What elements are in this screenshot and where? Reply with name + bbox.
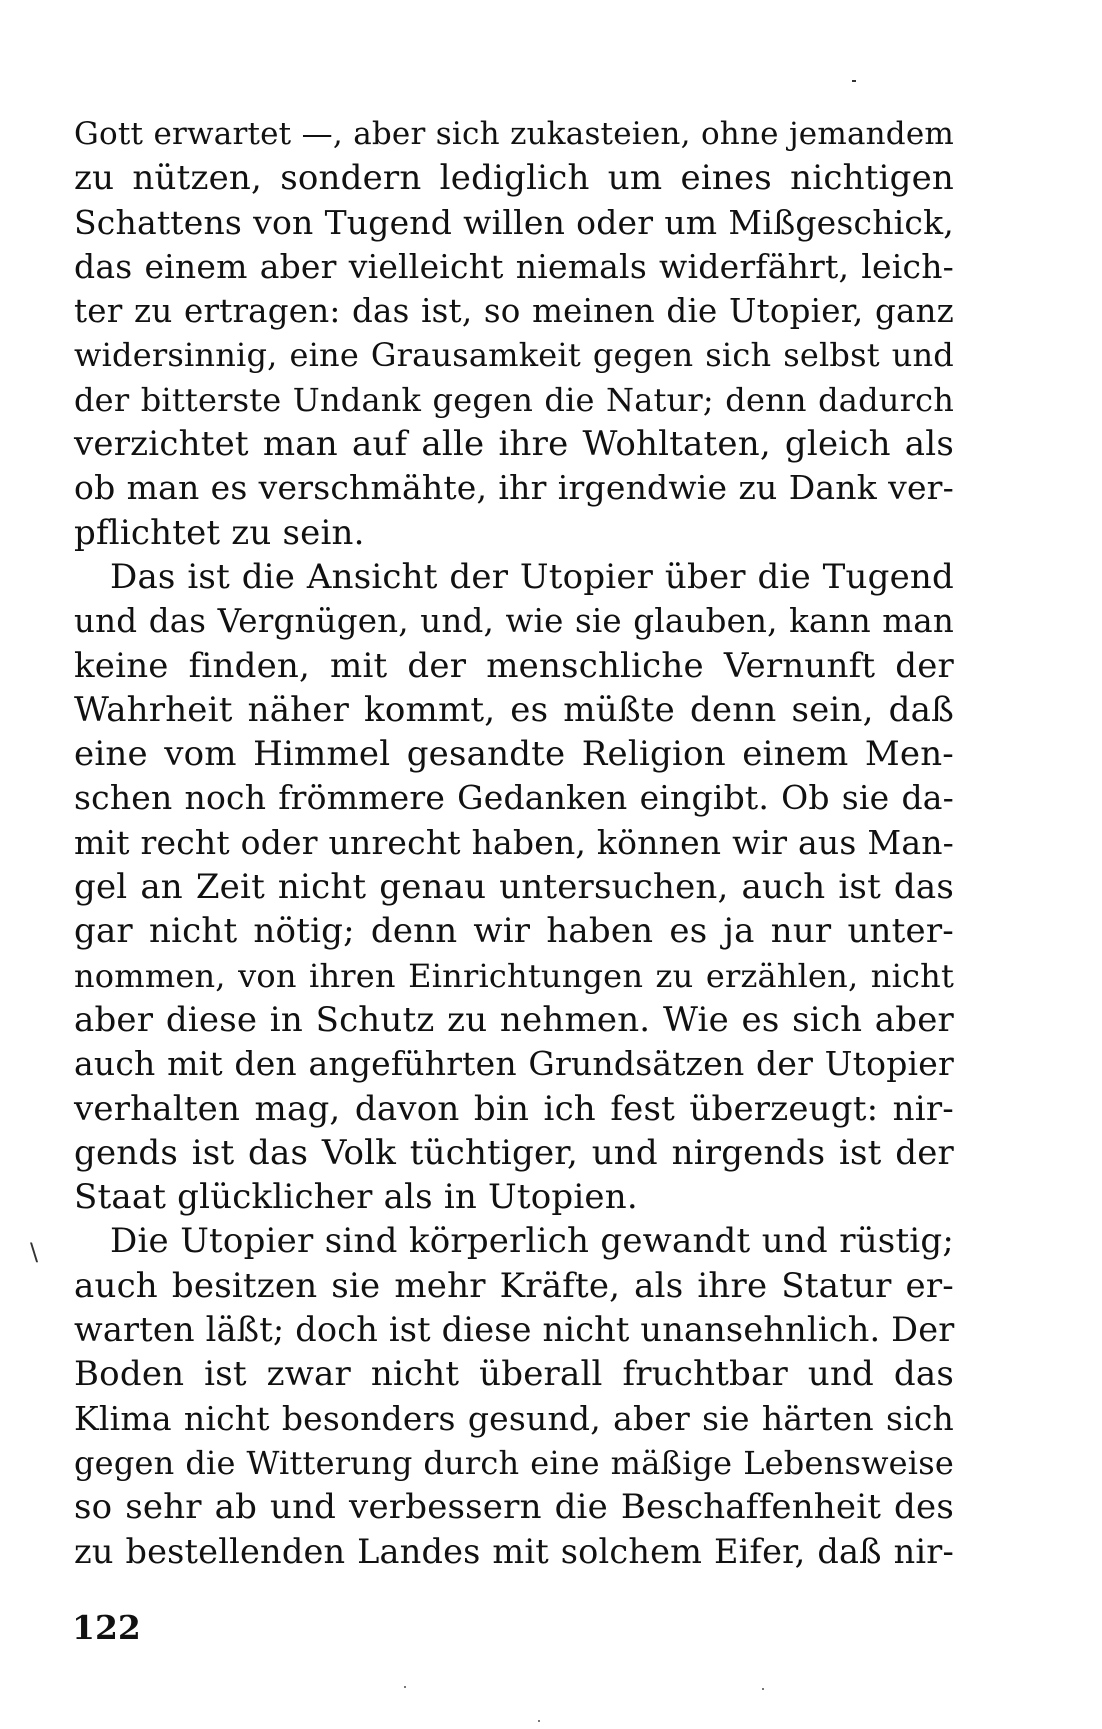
- text-line: zu nützen, sondern lediglich um eines nichtigen: [74, 158, 954, 199]
- margin-mark: \: [30, 1238, 39, 1266]
- text-line: Das ist die Ansicht der Utopier über die Tugend: [110, 556, 954, 597]
- text-line: verzichtet man auf alle ihre Wohltaten, gleich als: [74, 424, 954, 465]
- page-number: 122: [72, 1608, 141, 1647]
- text-line: pflichtet zu sein.: [74, 512, 365, 553]
- text-line: ob man es verschmähte, ihr irgendwie zu Dank ver-: [74, 468, 954, 508]
- text-line: Wahrheit näher kommt, es müßte denn sein, daß: [74, 689, 954, 730]
- text-line: gends ist das Volk tüchtiger, und nirgends ist der: [74, 1132, 954, 1173]
- scan-speck: [852, 80, 856, 82]
- text-line: Boden ist zwar nicht überall fruchtbar und das: [74, 1354, 954, 1395]
- text-line: das einem aber vielleicht niemals widerfährt, leich-: [74, 246, 954, 286]
- text-line: mit recht oder unrecht haben, können wir aus Man-: [74, 822, 954, 862]
- text-line: auch mit den angeführten Grundsätzen der Utopier: [74, 1044, 954, 1084]
- text-line: nommen, von ihren Einrichtungen zu erzählen, nicht: [74, 956, 954, 995]
- text-line: auch besitzen sie mehr Kräfte, als ihre Statur er-: [74, 1265, 954, 1306]
- text-line: gegen die Witterung durch eine mäßige Lebensweise: [74, 1443, 954, 1482]
- text-line: Gott erwartet —, aber sich zukasteien, ohne jemandem: [74, 116, 954, 152]
- text-line: Klima nicht besonders gesund, aber sie härten sich: [74, 1398, 954, 1438]
- text-line: der bitterste Undank gegen die Natur; denn dadurch: [74, 380, 954, 419]
- text-line: Die Utopier sind körperlich gewandt und rüstig;: [110, 1221, 954, 1262]
- text-line: gar nicht nötig; denn wir haben es ja nur unter-: [74, 911, 954, 952]
- scan-speck: [762, 1688, 764, 1690]
- text-line: Schattens von Tugend willen oder um Mißgeschick,: [74, 202, 954, 242]
- scan-speck: [404, 1686, 406, 1688]
- text-line: keine finden, mit der menschliche Vernunft der: [74, 645, 954, 686]
- text-line: so sehr ab und verbessern die Beschaffenheit des: [74, 1487, 954, 1528]
- text-line: warten läßt; doch ist diese nicht unansehnlich. Der: [74, 1310, 955, 1350]
- text-line: aber diese in Schutz zu nehmen. Wie es sich aber: [74, 999, 954, 1040]
- text-line: ter zu ertragen: das ist, so meinen die Utopier, ganz: [74, 292, 954, 331]
- text-line: Staat glücklicher als in Utopien.: [74, 1177, 638, 1218]
- text-line: und das Vergnügen, und, wie sie glauben, kann man: [74, 602, 954, 641]
- text-line: schen noch frömmere Gedanken eingibt. Ob sie da-: [74, 778, 954, 818]
- text-line: verhalten mag, davon bin ich fest überzeugt: nir-: [74, 1088, 954, 1129]
- body-text: [74, 112, 954, 1574]
- scan-speck: [538, 1720, 540, 1722]
- text-line: zu bestellenden Landes mit solchem Eifer, daß nir-: [74, 1531, 954, 1571]
- text-line: widersinnig, eine Grausamkeit gegen sich selbst und: [74, 336, 954, 375]
- text-line: eine vom Himmel gesandte Religion einem Men-: [74, 734, 954, 775]
- text-line: gel an Zeit nicht genau untersuchen, auch ist das: [74, 867, 954, 908]
